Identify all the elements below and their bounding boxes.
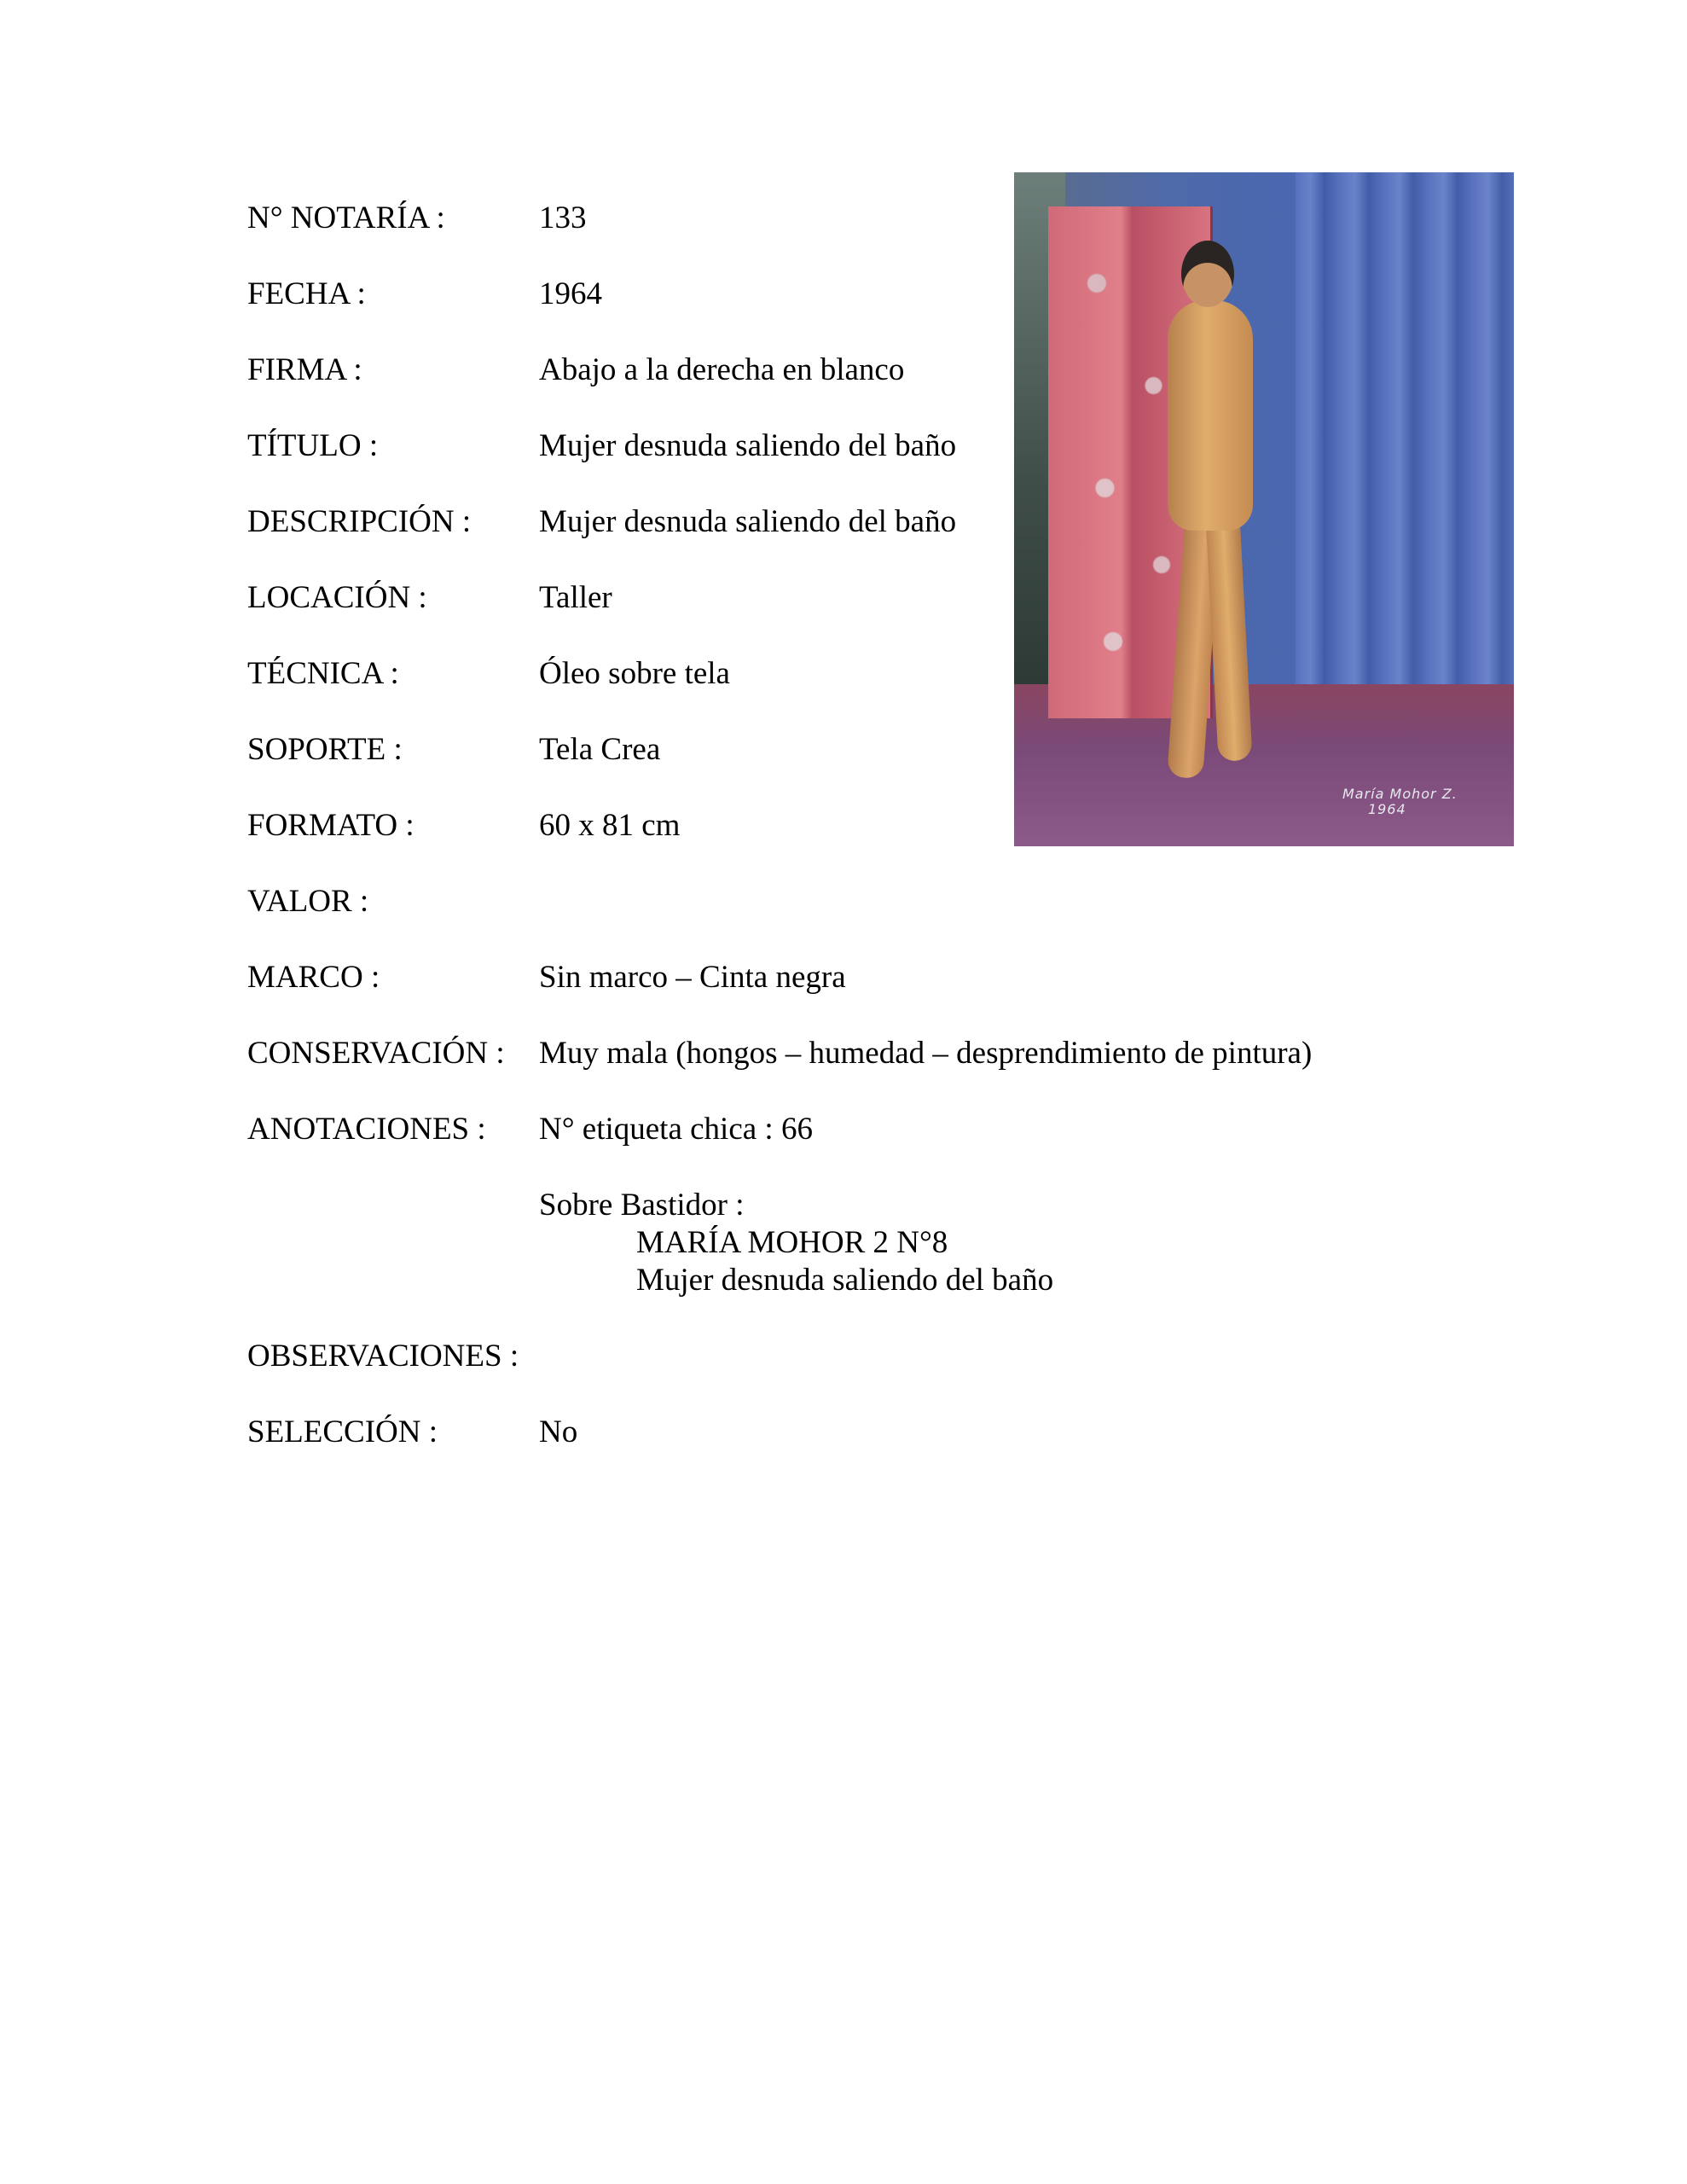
value-seleccion: No <box>539 1414 578 1449</box>
label-seleccion: SELECCIÓN : <box>247 1414 438 1449</box>
value-firma: Abajo a la derecha en blanco <box>539 352 905 387</box>
label-conservacion: CONSERVACIÓN : <box>247 1036 505 1071</box>
value-locacion: Taller <box>539 580 612 615</box>
painting-signature-name: María Mohor Z. <box>1342 786 1458 802</box>
anotaciones-bastidor-line2: Mujer desnuda saliendo del baño <box>636 1263 1054 1298</box>
label-fecha: FECHA : <box>247 276 366 311</box>
label-anotaciones: ANOTACIONES : <box>247 1112 486 1147</box>
value-conservacion: Muy mala (hongos – humedad – desprendimiento de pintura) <box>539 1036 1313 1071</box>
value-tecnica: Óleo sobre tela <box>539 656 730 691</box>
painting-signature-year: 1964 <box>1368 801 1406 817</box>
painting-curtain <box>1296 172 1514 718</box>
label-soporte: SOPORTE : <box>247 732 403 767</box>
label-valor: VALOR : <box>247 884 369 919</box>
painting-image <box>1014 172 1514 846</box>
label-formato: FORMATO : <box>247 808 415 843</box>
value-soporte: Tela Crea <box>539 732 661 767</box>
value-fecha: 1964 <box>539 276 602 311</box>
label-titulo: TÍTULO : <box>247 428 379 463</box>
anotaciones-bastidor-line1: MARÍA MOHOR 2 N°8 <box>636 1225 948 1260</box>
anotaciones-bastidor-heading: Sobre Bastidor : <box>539 1188 745 1223</box>
label-notaria: N° NOTARÍA : <box>247 200 445 235</box>
label-firma: FIRMA : <box>247 352 362 387</box>
value-formato: 60 x 81 cm <box>539 808 681 843</box>
label-marco: MARCO : <box>247 960 380 995</box>
painting-signature <box>1342 787 1458 817</box>
value-titulo: Mujer desnuda saliendo del baño <box>539 428 957 463</box>
label-descripcion: DESCRIPCIÓN : <box>247 504 472 539</box>
label-tecnica: TÉCNICA : <box>247 656 399 691</box>
painting-figure-body <box>1168 300 1253 531</box>
value-anotaciones: N° etiqueta chica : 66 <box>539 1112 813 1147</box>
painting-figure-head <box>1181 241 1234 307</box>
value-marco: Sin marco – Cinta negra <box>539 960 846 995</box>
label-observaciones: OBSERVACIONES : <box>247 1339 519 1374</box>
value-descripcion: Mujer desnuda saliendo del baño <box>539 504 957 539</box>
value-notaria: 133 <box>539 200 587 235</box>
label-locacion: LOCACIÓN : <box>247 580 427 615</box>
